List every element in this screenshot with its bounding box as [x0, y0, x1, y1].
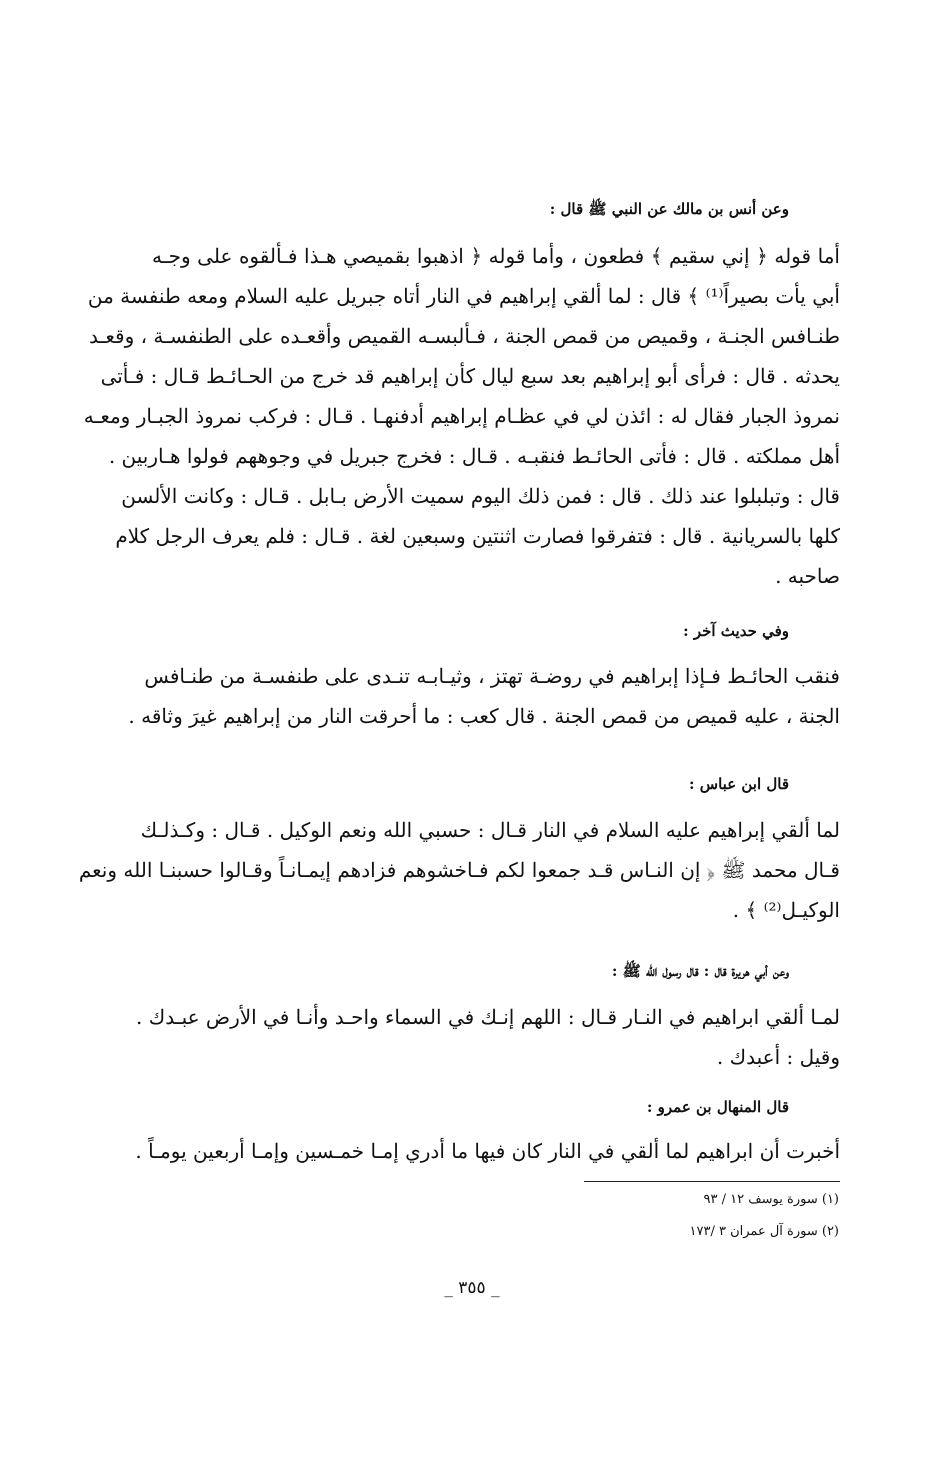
section-heading-abu-hurayra: وعن أبي هريرة قال : قال رسول الله ﷺ : — [611, 962, 789, 980]
text-line: لما ألقي إبراهيم عليه السلام في النار قـال : حسبي الله ونعم الوكيل . قـال : وكـذلـك — [140, 818, 840, 842]
text-line: قال : وتبلبلوا عند ذلك . قال : فمن ذلك اليوم سميت الأرض بـابل . قـال : وكانت الألسن — [121, 484, 840, 508]
footnote-1: (١) سورة يوسف ١٢ / ٩٣ — [703, 1192, 839, 1207]
section-heading-minhal: قال المنهال بن عمرو : — [646, 1098, 789, 1116]
text-line: لمـا ألقي ابراهيم في النـار قـال : اللهم إنـك في السماء واحـد وأنـا في الأرض عبـدك . — [136, 1005, 840, 1029]
text-line: نمروذ الجبار فقال له : ائذن لي في عظـام إبراهيم أدفنهـا . قـال : فركب نمروذ الجبـار ومعـه — [83, 404, 840, 428]
page-number: _ ٣٥٥ _ — [444, 1278, 500, 1298]
text-line: يحدثه . قال : فرأى أبو إبراهيم بعد سبع ليال كأن إبراهيم قد خرج من الحـائـط قـال : فـأتى — [100, 364, 840, 388]
section-heading-anas: وعن أنس بن مالك عن النبي ﷺ قال : — [549, 200, 789, 218]
text-line: أخبرت أن ابراهيم لما ألقي في النار كان فيها ما أدري إمـا خمـسين وإمـا أربعين يومـاً . — [135, 1139, 840, 1163]
paragraph-minhal — [135, 1131, 840, 1171]
text-line: أبي يأت بصيراً⁽¹⁾ ﴾ قال : لما ألقي إبراهيم في النار أتاه جبريل عليه السلام ومعه طنفسة من — [87, 284, 840, 308]
paragraph-abu-hurayra — [136, 997, 840, 1077]
section-heading-another-hadith: وفي حديث آخر : — [683, 622, 789, 640]
section-heading-ibn-abbas: قال ابن عباس : — [689, 775, 789, 793]
text-line: أهل مملكته . قال : فأتى الحائـط فنقبـه . قـال : فخرج جبريل في وجوههم فولوا هـاربين . — [108, 444, 840, 468]
paragraph-another-hadith — [128, 656, 840, 736]
text-line: كلها بالسريانية . قال : فتفرقوا فصارت اثنتين وسبعين لغة . قـال : فلم يعرف الرجل كلام — [115, 524, 840, 548]
footnote-2: (٢) سورة آل عمران ٣ /١٧٣ — [689, 1224, 839, 1239]
text-line: صاحبه . — [775, 564, 840, 588]
text-line: طنـافس الجنـة ، وقميص من قمص الجنة ، فـألبسـه القميص وأقعـده على الطنفسـة ، وقعـد — [89, 324, 840, 348]
text-line: فنقب الحائـط فـإذا إبراهيم في روضـة تهتز ، وثيـابـه تنـدى على طنفسـة من طنـافس — [144, 664, 840, 688]
text-line: قـال محمد ﷺ ﴿ إن النـاس قـد جمعوا لكم فـاخشوهم فزادهم إيمـانـاً وقـالوا حسبنـا الله ونعم — [78, 858, 840, 882]
paragraph-ibn-abbas — [78, 810, 840, 930]
footnote-divider — [584, 1181, 840, 1182]
text-line: الجنة ، عليه قميص من قمص الجنة . قال كعب : ما أحرقت النار من إبراهيم غيرَ وثاقه . — [128, 704, 840, 728]
paragraph-anas — [83, 236, 840, 596]
text-line: وقيل : أعبدك . — [716, 1045, 840, 1069]
text-line: الوكيـل⁽²⁾ ﴾ . — [732, 898, 840, 922]
text-line: أما قوله ﴿ إني سقيم ﴾ فطعون ، وأما قوله ﴿ اذهبوا بقميصي هـذا فـألقوه على وجـه — [152, 244, 840, 268]
